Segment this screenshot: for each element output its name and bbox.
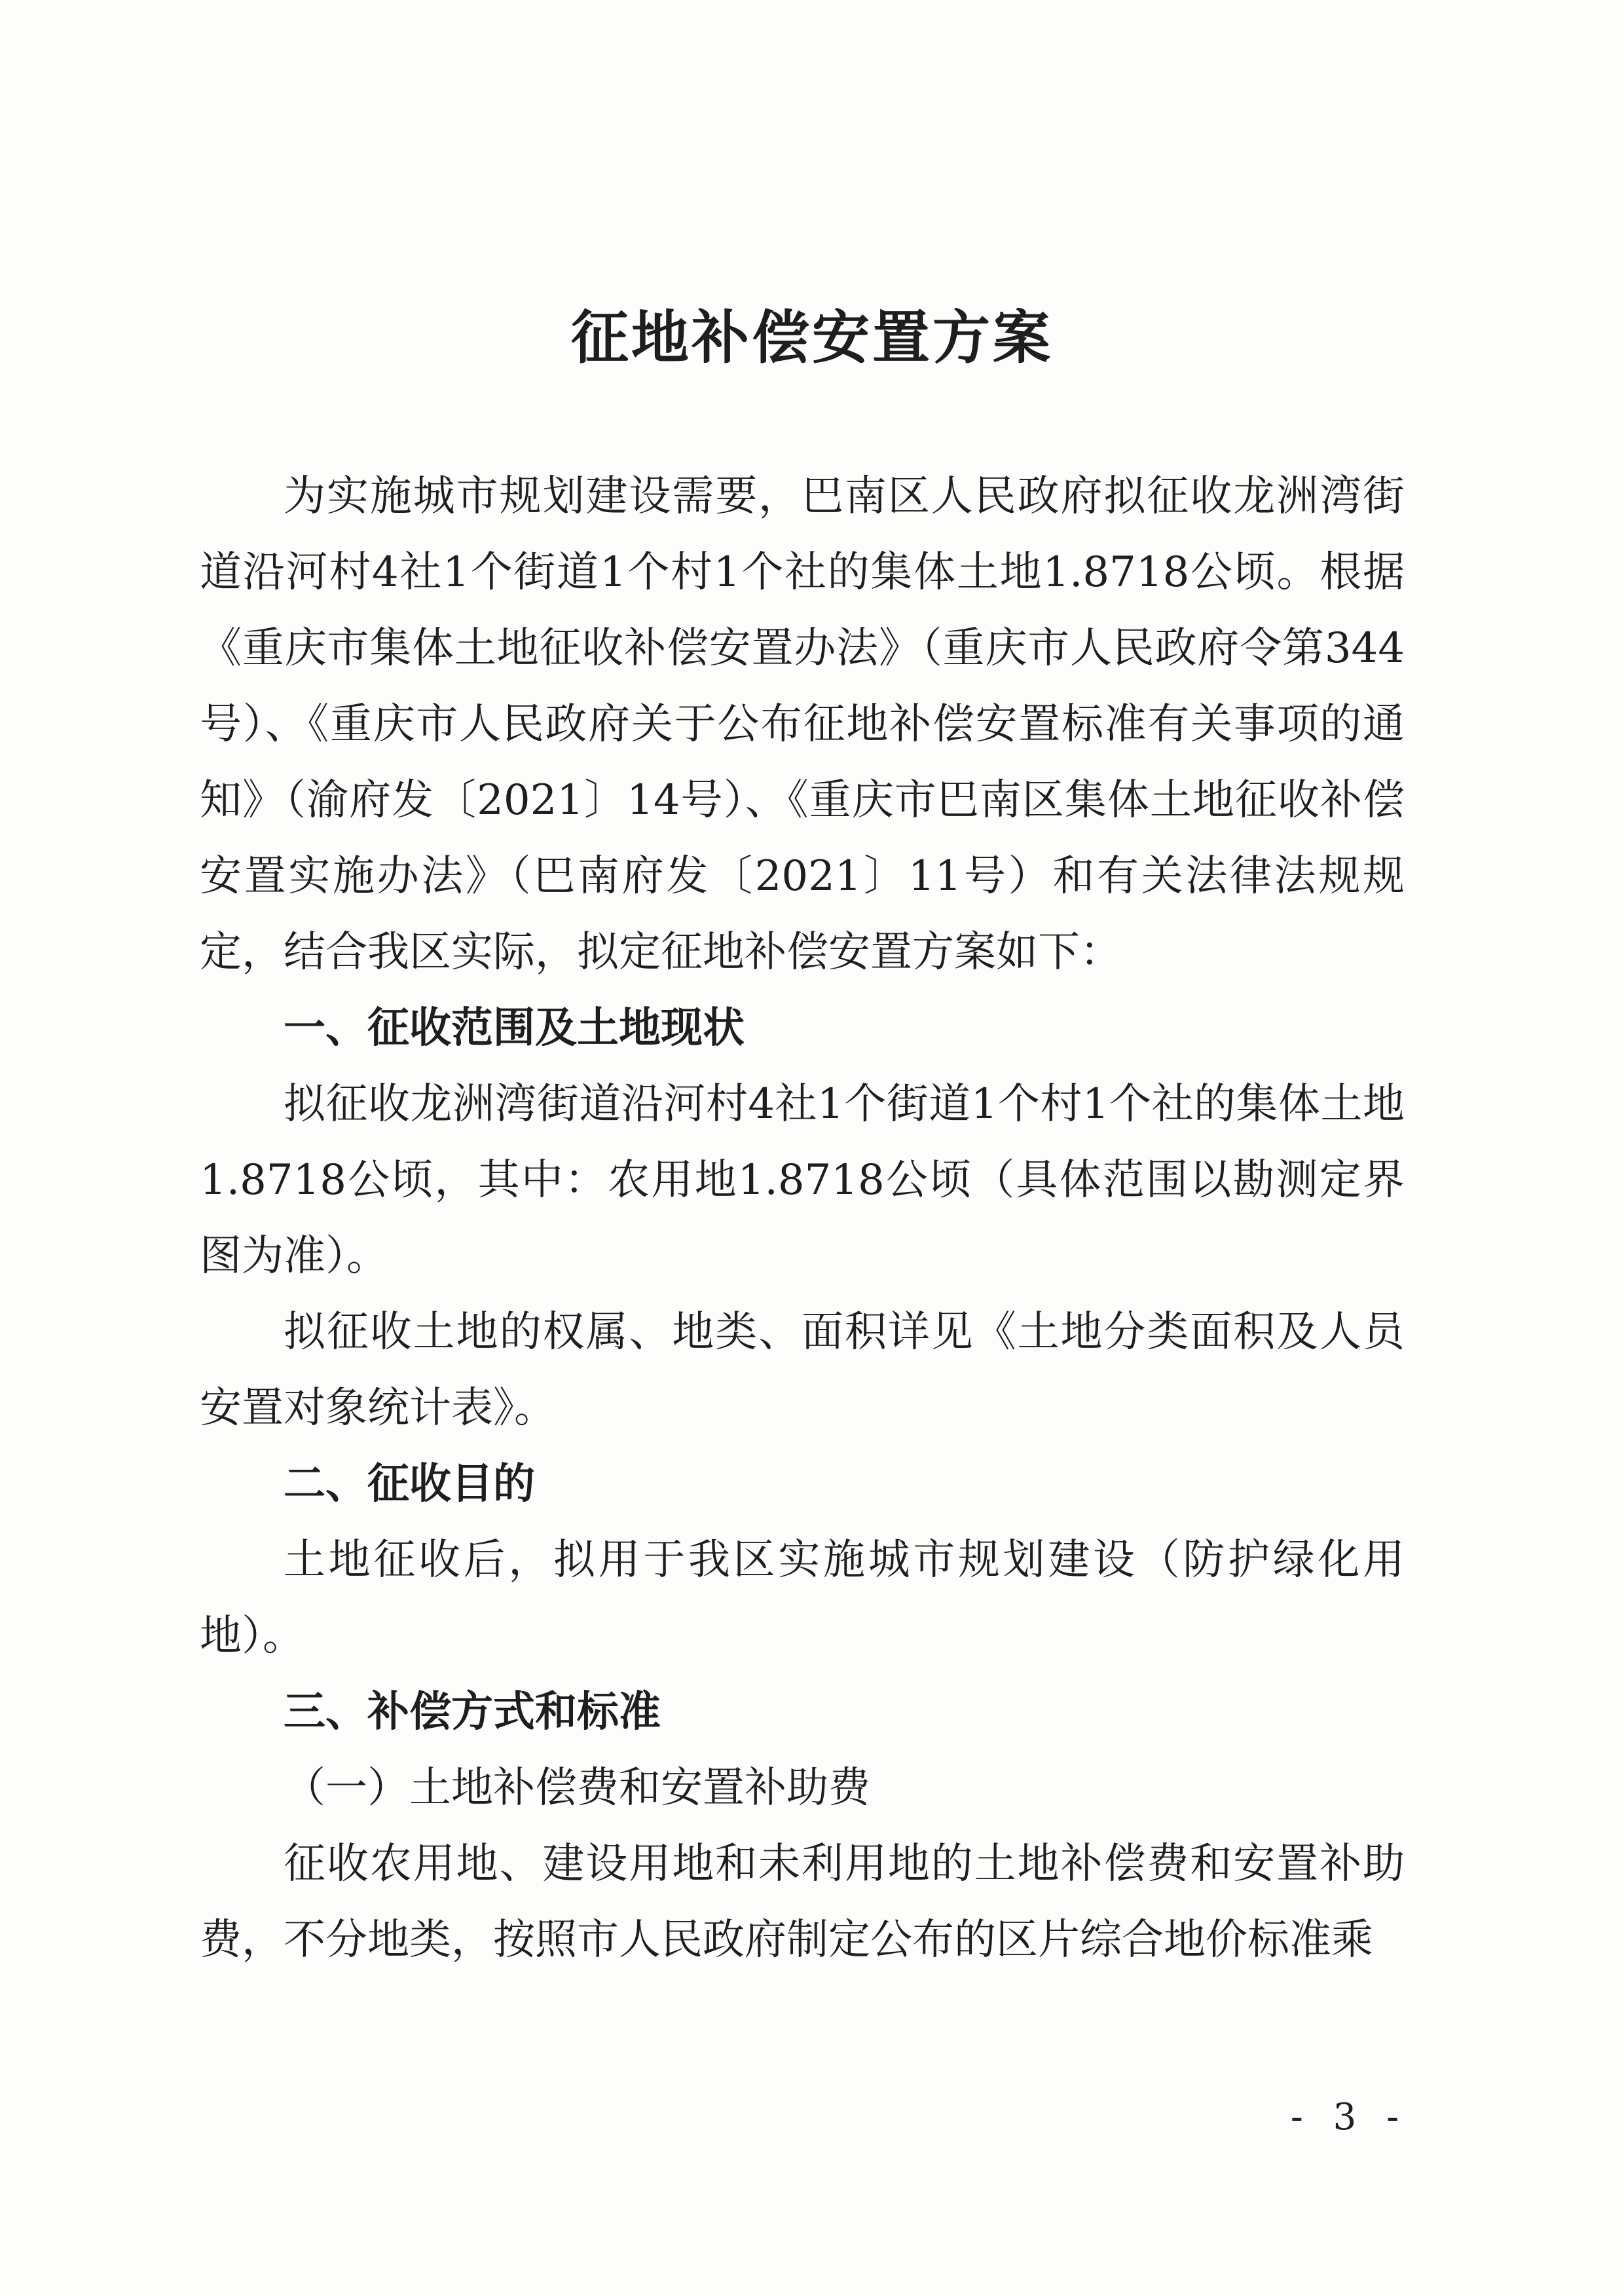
document-body — [200, 458, 1405, 1978]
section-2-heading: 二、征收目的 — [284, 1460, 535, 1508]
section-1-paragraph-1: 拟征收龙洲湾街道沿河村4社1个街道1个村1个社的集体土地1.8718公顷，其中：农用地1.8718公顷（具体范围以勘测定界图为准）。 — [200, 1080, 1405, 1280]
section-3-heading: 三、补偿方式和标准 — [284, 1688, 661, 1736]
section-3-paragraph-1: 征收农用地、建设用地和未利用地的土地补偿费和安置补助费，不分地类，按照市人民政府制定公布的区片综合地价标准乘 — [200, 1840, 1405, 1964]
section-2-paragraph-1: 土地征收后，拟用于我区实施城市规划建设（防护绿化用地）。 — [200, 1536, 1405, 1660]
section-1-paragraph-2: 拟征收土地的权属、地类、面积详见《土地分类面积及人员安置对象统计表》。 — [200, 1308, 1405, 1432]
section-1-heading: 一、征收范围及土地现状 — [284, 1004, 745, 1053]
document-title: 征地补偿安置方案 — [570, 303, 1053, 371]
intro-paragraph: 为实施城市规划建设需要，巴南区人民政府拟征收龙洲湾街道沿河村4社1个街道1个村1个社的集体土地1.8718公顷。根据《重庆市集体土地征收补偿安置办法》（重庆市人民政府令第344号）、《重庆市人民政府关于公布征地补偿安置标准有关事项的通知》（渝府发〔2021〕14号）、《重庆市巴南区集体土地征收补偿安置实施办法》（巴南府发〔2021〕11号）和有关法律法规规定，结合我区实际，拟定征地补偿安置方案如下： — [200, 472, 1405, 977]
section-3-subheading: （一）土地补偿费和安置补助费 — [284, 1764, 870, 1812]
page-number: - 3 - — [1290, 2096, 1408, 2138]
